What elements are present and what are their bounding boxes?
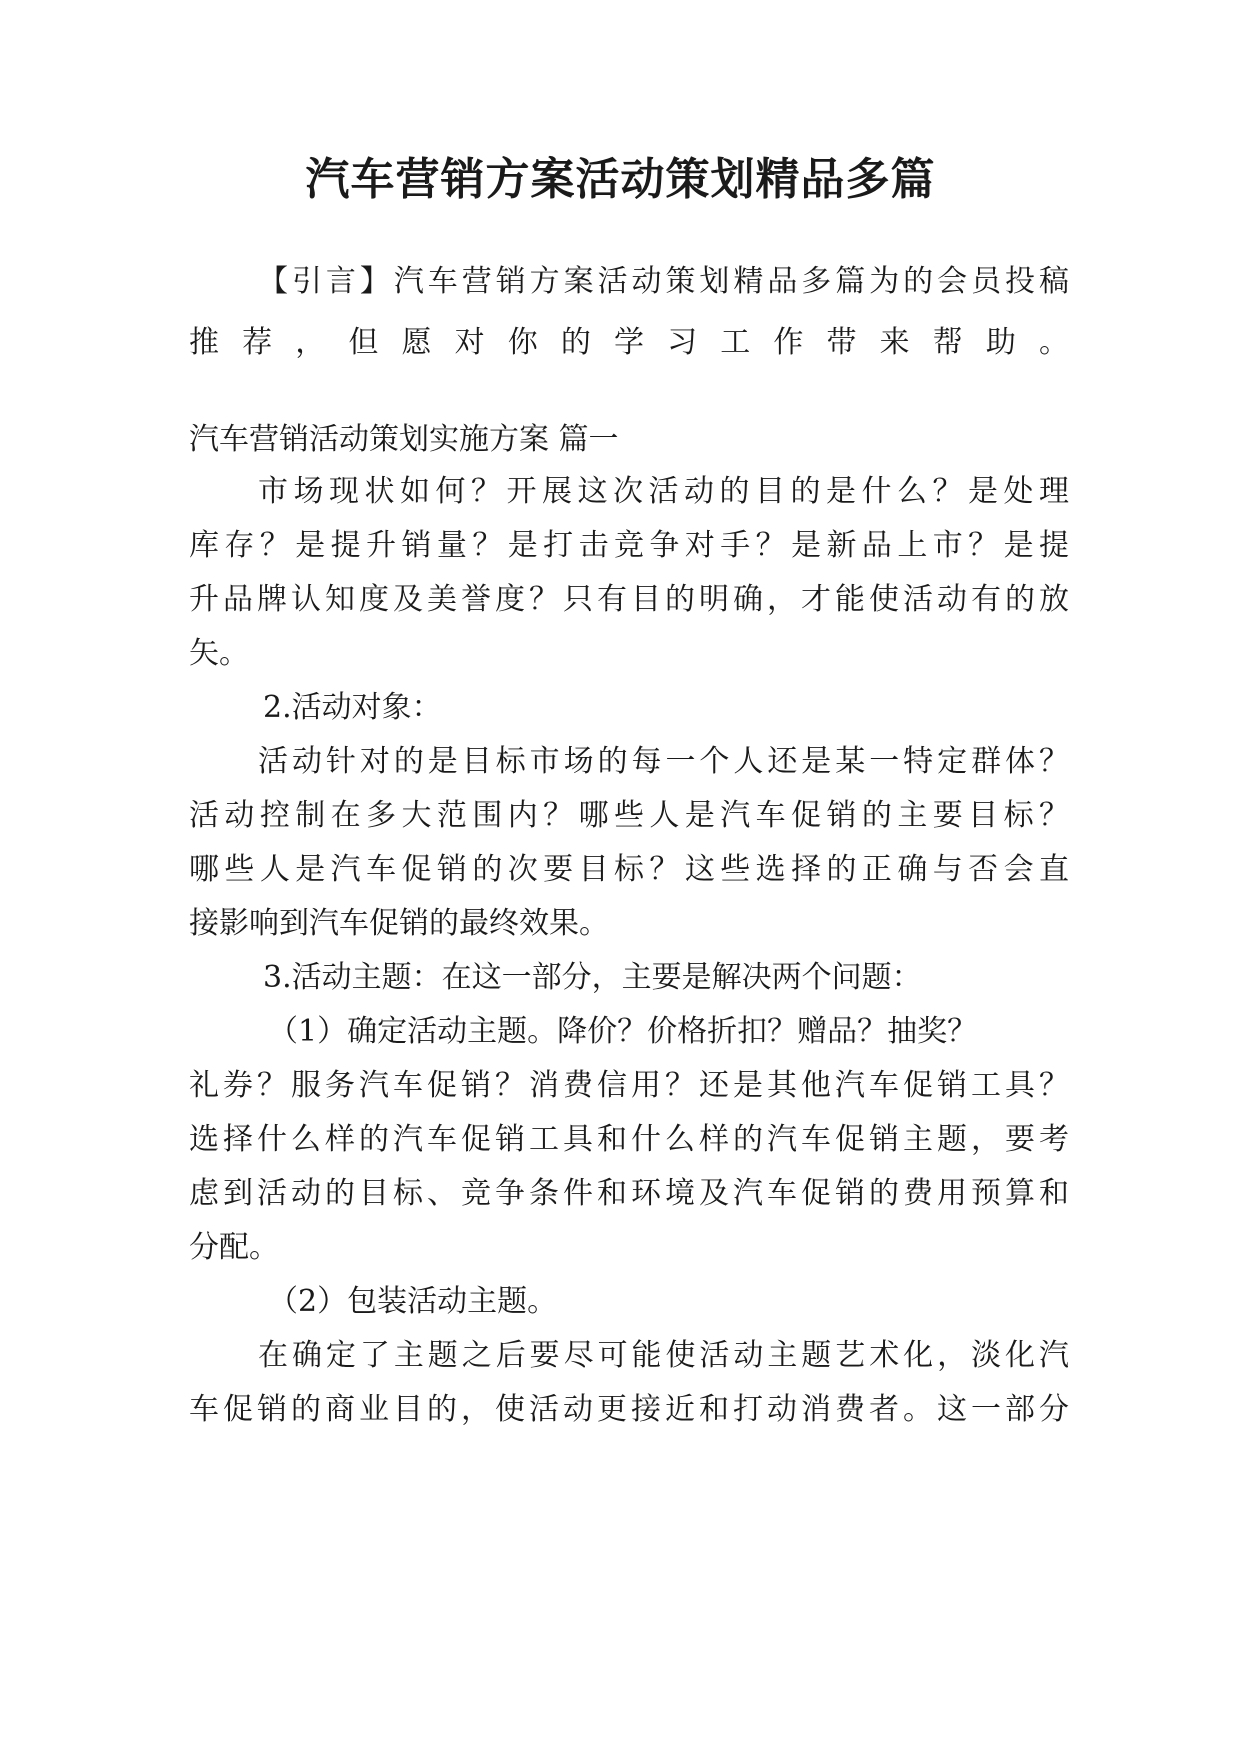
para3-line-2: 礼券？服务汽车促销？消费信用？还是其他汽车促销工具？: [189, 1068, 1069, 1103]
item3-heading: 3.活动主题：在这一部分，主要是解决两个问题：: [263, 960, 922, 995]
para1-line-2: 库存？是提升销量？是打击竞争对手？是新品上市？是提: [189, 528, 1069, 563]
para2-line-1: 活动针对的是目标市场的每一个人还是某一特定群体？: [258, 744, 1069, 779]
document-title: 汽车营销方案活动策划精品多篇: [305, 154, 936, 205]
sub2-heading: （2）包装活动主题。: [268, 1284, 558, 1319]
para3-line-1: （1）确定活动主题。降价？价格折扣？赠品？抽奖？: [268, 1014, 978, 1049]
para2-line-4: 接影响到汽车促销的最终效果。: [189, 906, 609, 941]
section-heading: 汽车营销活动策划实施方案 篇一: [189, 422, 619, 457]
para3-line-3: 选择什么样的汽车促销工具和什么样的汽车促销主题，要考: [189, 1122, 1069, 1157]
para2-line-2: 活动控制在多大范围内？哪些人是汽车促销的主要目标？: [189, 798, 1069, 833]
para1-line-1: 市场现状如何？开展这次活动的目的是什么？是处理: [258, 474, 1069, 509]
para4-line-2: 车促销的商业目的，使活动更接近和打动消费者。这一部分: [189, 1392, 1069, 1427]
para1-line-3: 升品牌认知度及美誉度？只有目的明确，才能使活动有的放: [189, 582, 1069, 617]
para4-line-1: 在确定了主题之后要尽可能使活动主题艺术化，淡化汽: [258, 1338, 1069, 1373]
para3-line-5: 分配。: [189, 1230, 279, 1265]
para2-line-3: 哪些人是汽车促销的次要目标？这些选择的正确与否会直: [189, 852, 1069, 887]
item2-heading: 2.活动对象：: [263, 690, 442, 725]
intro-line-1: 【引言】汽车营销方案活动策划精品多篇为的会员投稿: [258, 264, 1069, 299]
para1-line-4: 矢。: [189, 636, 249, 671]
intro-line-2: 推荐，但愿对你的学习工作带来帮助。: [189, 325, 1069, 360]
para3-line-4: 虑到活动的目标、竞争条件和环境及汽车促销的费用预算和: [189, 1176, 1069, 1211]
